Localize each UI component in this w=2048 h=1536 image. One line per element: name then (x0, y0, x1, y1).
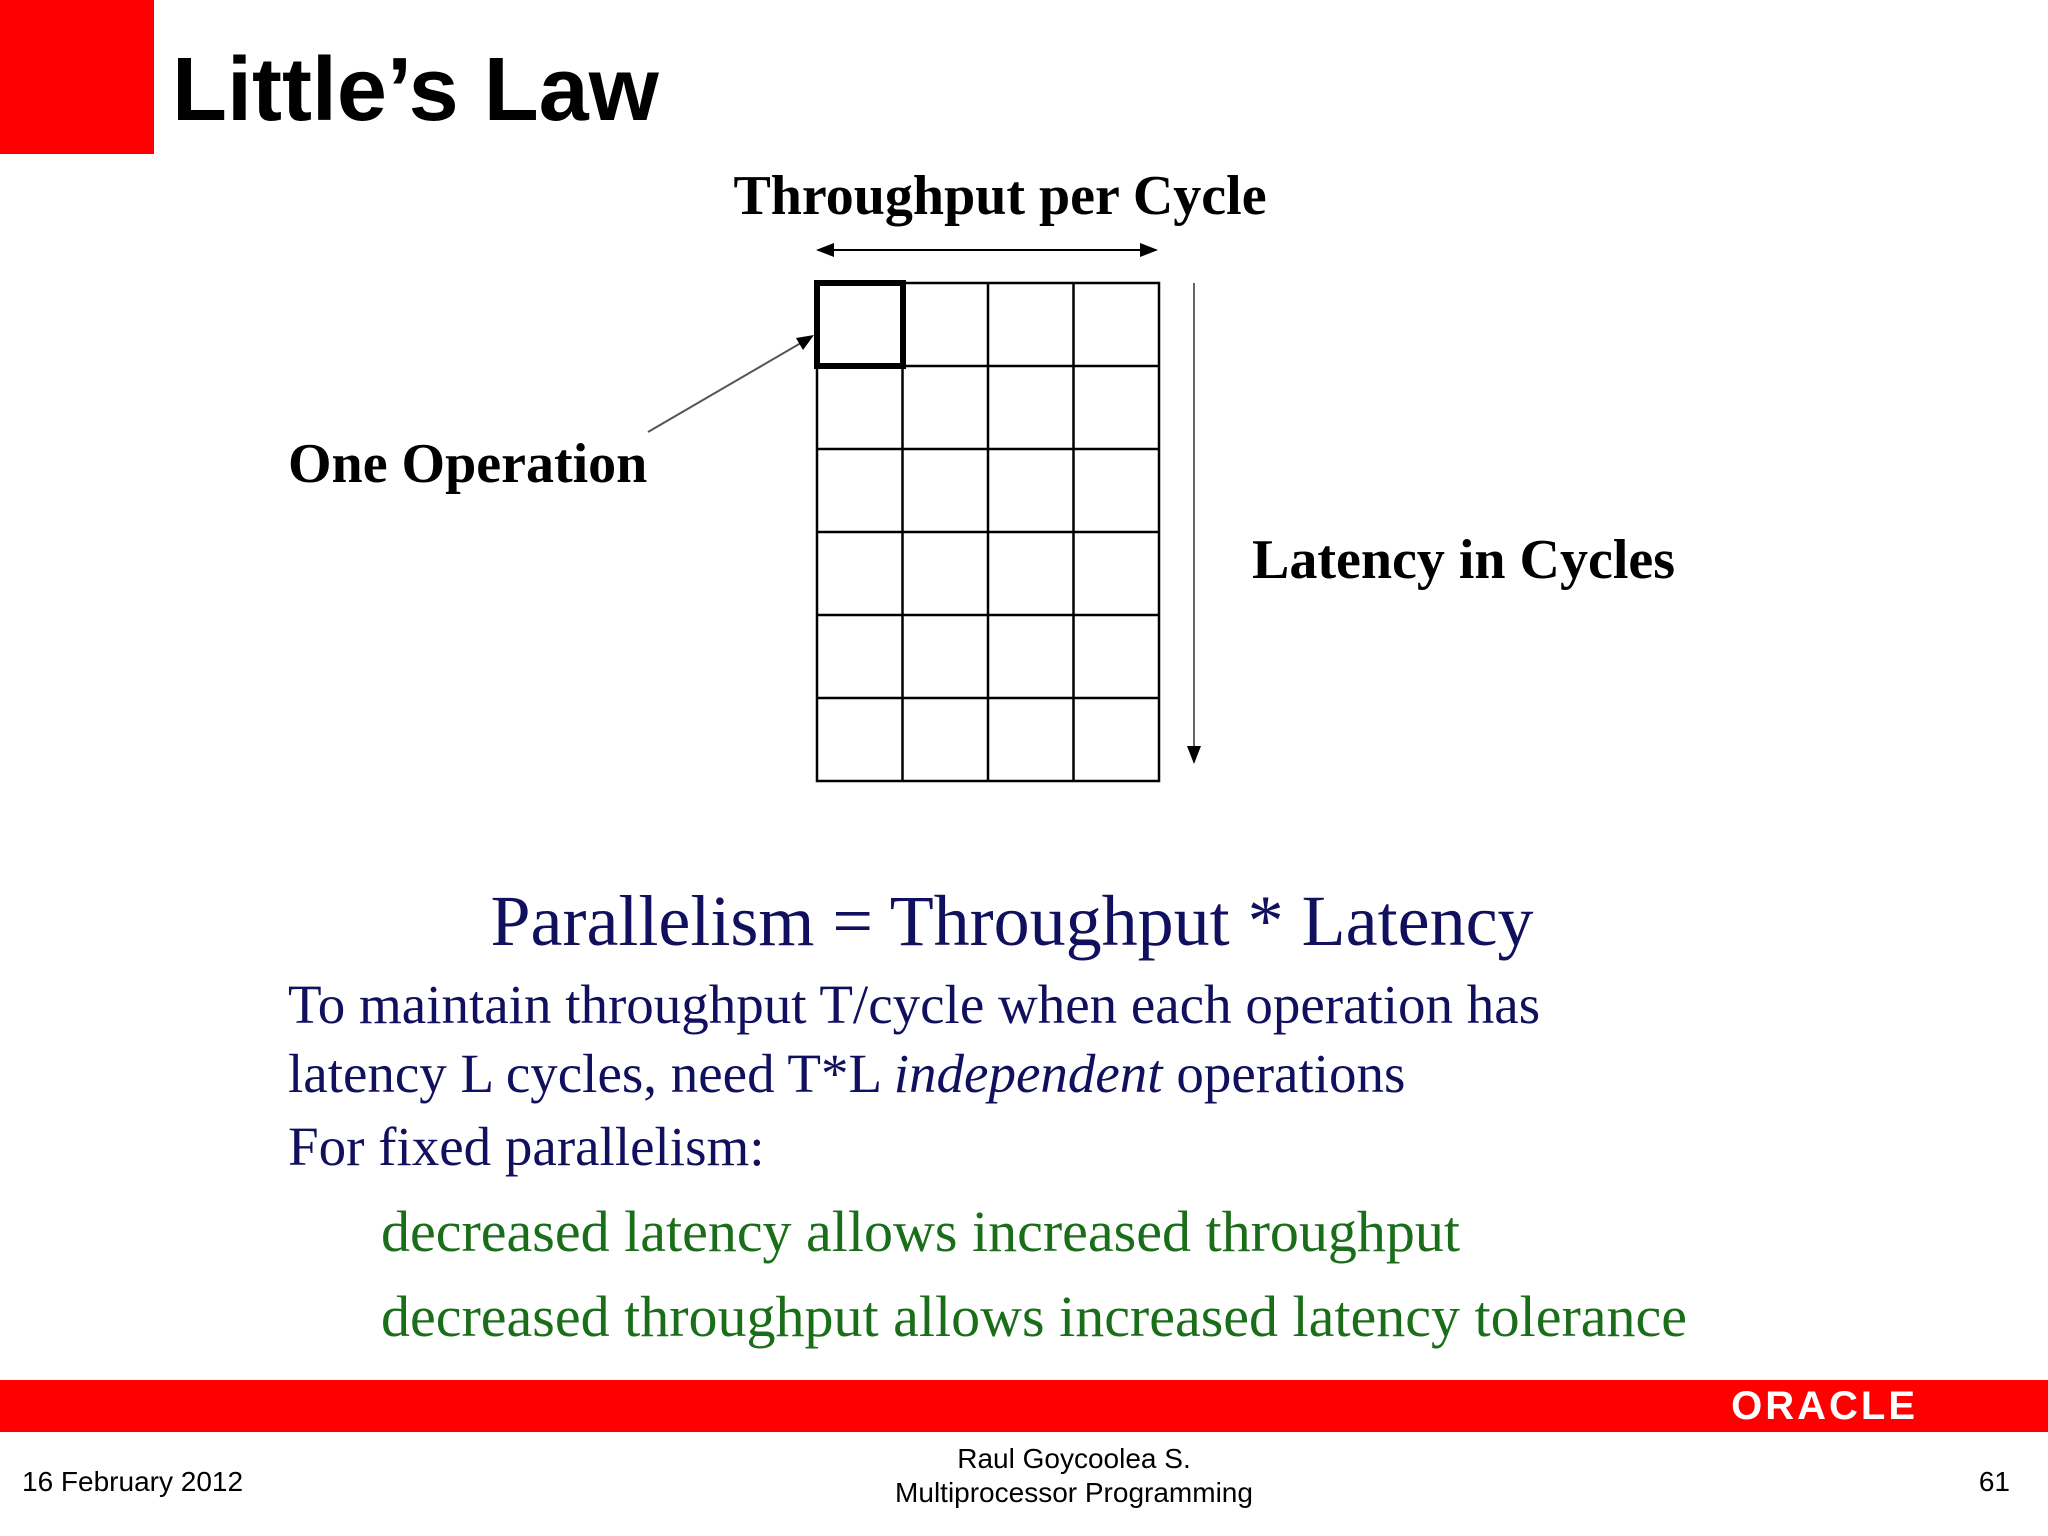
footer-course: Multiprocessor Programming (895, 1477, 1253, 1508)
footer-date: 16 February 2012 (22, 1466, 244, 1497)
operation-pointer-arrow (648, 335, 814, 432)
explanation-line-2 (288, 1039, 1540, 1108)
throughput-arrow (816, 243, 1158, 257)
operations-grid (817, 283, 1159, 781)
explanation-line-1: To maintain throughput T/cycle when each operation has (288, 974, 1541, 1035)
fixed-parallelism-label: For fixed parallelism: (288, 1116, 765, 1177)
footer-author: Raul Goycoolea S. (957, 1443, 1191, 1474)
explanation-line-2-end: operations (1162, 1043, 1406, 1104)
independent-emphasis: independent (893, 1043, 1163, 1104)
latency-arrow (1187, 283, 1201, 764)
oracle-logo: ORACLE (1731, 1384, 1918, 1428)
slide-title: Little’s Law (172, 40, 659, 140)
latency-tradeoff-line: decreased latency allows increased throughput (381, 1199, 1461, 1264)
footer-credits (824, 1442, 1324, 1510)
throughput-explanation (288, 970, 1540, 1108)
latency-label: Latency in Cycles (1252, 529, 1676, 591)
throughput-tradeoff-line: decreased throughput allows increased latency tolerance (381, 1284, 1688, 1349)
page-number: 61 (1978, 1466, 2010, 1497)
throughput-label: Throughput per Cycle (733, 165, 1267, 227)
explanation-line-2-start: latency L cycles, need T*L (288, 1043, 894, 1104)
littles-law-formula: Parallelism = Throughput * Latency (490, 881, 1534, 961)
highlighted-operation-cell (817, 283, 903, 366)
one-operation-label: One Operation (288, 433, 648, 495)
footer-red-bar (0, 1380, 2048, 1432)
